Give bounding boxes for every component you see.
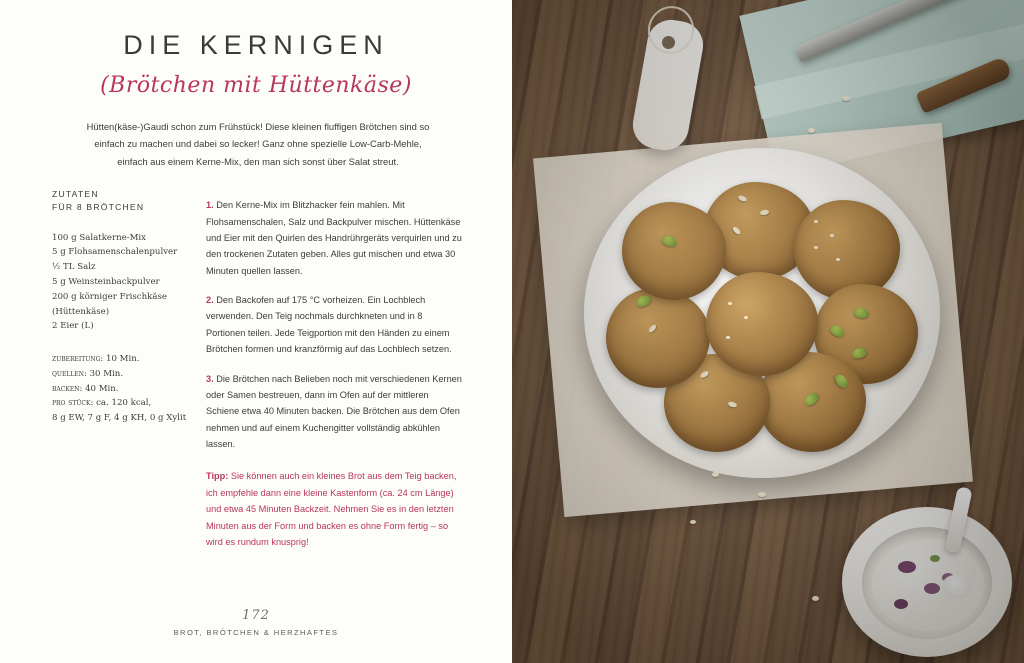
meta-row [52,396,180,411]
page-footer [0,608,512,637]
step-text: Den Kerne-Mix im Blitzhacker fein mahlen. Mit Flohsamenschalen, Salz und Backpulver mischen. Hüttenkäse und Eier mit den Quirlen des Handrührgeräts verquirlen und zu den trockenen Zutaten geben. Alles gut mischen und etwa 30 Minuten quellen lassen. [206,200,462,276]
recipe-subtitle: (Brötchen mit Hüttenkäse) [100,73,412,98]
recipe-columns [52,188,464,560]
tip-text: Sie können auch ein kleines Brot aus dem Teig backen, ich empfehle dann eine kleine Kastenform (ca. 24 cm Länge) und etwa 45 Minuten Backzeit. Nehmen Sie es in den letzten Minuten aus der Form und backen es ohne Form fertig – so wird es rundum knusprig! [206,471,457,547]
list-item: 100 g Salatkerne-Mix [52,232,147,243]
step-number: 1. [206,200,214,211]
meta-label: zubereitung: [52,354,104,365]
meta-nutrition: 8 g EW, 7 g F, 4 g KH, 0 g Xylit [52,413,187,424]
step-text: Die Brötchen nach Belieben noch mit verschiedenen Kernen oder Samen bestreuen, dann im Ofen auf der mittleren Schiene etwa 40 Minuten backen. Die Brötchen aus dem Ofen nehmen und auf einem Kuchengitter vollständig abkühlen lassen. [206,373,462,450]
meta-row [52,367,180,382]
recipe-meta [52,352,187,426]
meta-row [52,352,180,367]
page-title: DIE KERNIGEN [123,30,389,60]
list-item: 5 g Flohsamenschalenpulver [52,247,178,258]
meta-value: 30 Min. [89,368,124,379]
recipe-tip [206,468,464,550]
ingredients-heading-line2: FÜR 8 BRÖTCHEN [52,202,145,213]
instructions-column [206,188,464,560]
list-item: (Hüttenkäse) [52,306,110,317]
list-item: 2 Eier (L) [52,321,94,332]
step-number: 3. [206,373,214,384]
ingredients-heading-line1: ZUTATEN [52,189,99,199]
recipe-intro: Hütten(käse-)Gaudi schon zum Frühstück! Diese kleinen fluffigen Brötchen sind so einfach zu machen und dabei so lecker! Ganz ohne spezielle Low-Carb-Mehle, einfach aus einem Kerne-Mix, den man sich sonst über Salat streut. [86,121,430,167]
meta-label: quellen: [52,368,87,379]
page-number: 172 [242,608,270,623]
step-text: Den Backofen auf 175 °C vorheizen. Ein Lochblech verwenden. Den Teig nochmals durchkneten und in 8 Portionen teilen. Jede Teigportion mit den Händen zu einem Brötchen formen und kranzförmig auf das Lochblech setzen. [206,295,452,355]
list-item: ½ TL Salz [52,262,96,273]
ingredient-list [52,231,180,334]
step-number: 2. [206,295,214,306]
meta-value: 40 Min. [85,383,119,394]
list-item: 200 g körniger Frischkäse [52,291,167,302]
meta-value: 10 Min. [106,354,140,365]
ingredients-heading [52,188,180,215]
meta-row [52,382,180,397]
ingredients-column [52,188,187,560]
meta-label: backen: [52,383,83,394]
chapter-label: BROT, BRÖTCHEN & HERZHAFTES [173,628,339,637]
instruction-step [206,292,464,358]
recipe-photo-page [512,0,1024,663]
meta-value: ca. 120 kcal, [96,398,152,409]
meta-label: pro stück: [52,398,94,409]
instruction-step [206,371,464,453]
list-item: 5 g Weinsteinbackpulver [52,276,160,287]
instruction-step [206,197,464,279]
tip-label: Tipp: [206,471,229,482]
title-block [0,30,512,98]
photo-vignette [512,0,1024,663]
